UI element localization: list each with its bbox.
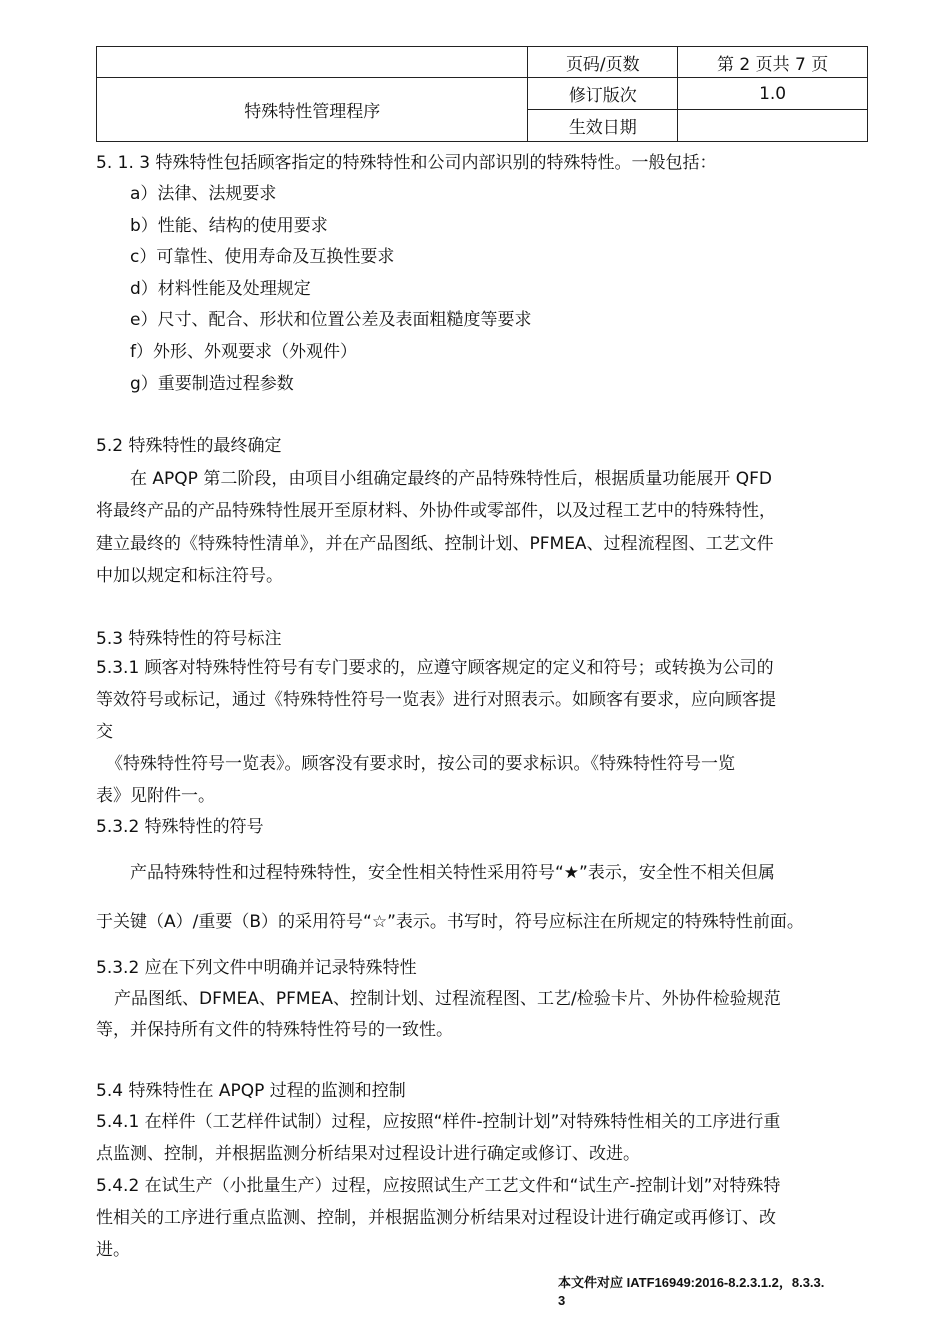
paragraph-line: 5.4.1 在样件（工艺样件试制）过程，应按照“样件-控制计划”对特殊特性相关的工序进行重 (96, 1112, 781, 1132)
effective-date-value (678, 110, 868, 142)
paragraph-line: 中加以规定和标注符号。 (96, 566, 283, 586)
page-value: 第 2 页共 7 页 (678, 47, 868, 78)
paragraph-line: 建立最终的《特殊特性清单》，并在产品图纸、控制计划、PFMEA、过程流程图、工艺文件 (96, 534, 774, 554)
header-table (96, 46, 868, 142)
paragraph-line: 等效符号或标记，通过《特殊特性符号一览表》进行对照表示。如顾客有要求，应向顾客提 (96, 690, 776, 710)
document-title: 特殊特性管理程序 (97, 78, 528, 142)
list-item-f: f）外形、外观要求（外观件） (130, 342, 357, 362)
page-label: 页码/页数 (528, 47, 678, 78)
header-blank-cell (97, 47, 528, 78)
paragraph-line: 产品图纸、DFMEA、PFMEA、控制计划、过程流程图、工艺/检验卡片、外协件检验规范 (114, 989, 781, 1009)
list-item-g: g）重要制造过程参数 (130, 374, 294, 394)
section-5-1-3: 5. 1. 3 特殊特性包括顾客指定的特殊特性和公司内部识别的特殊特性。一般包括： (96, 153, 717, 173)
revision-label: 修订版次 (528, 78, 678, 110)
list-item-d: d）材料性能及处理规定 (130, 279, 311, 299)
section-heading-5-4: 5.4 特殊特性在 APQP 过程的监测和控制 (96, 1081, 406, 1101)
section-heading-5-3: 5.3 特殊特性的符号标注 (96, 629, 282, 649)
list-item-a: a）法律、法规要求 (130, 184, 277, 204)
paragraph-line: 将最终产品的产品特殊特性展开至原材料、外协件或零部件，以及过程工艺中的特殊特性， (96, 501, 776, 521)
paragraph-line: 5.3.1 顾客对特殊特性符号有专门要求的，应遵守顾客规定的定义和符号；或转换为公司的 (96, 658, 774, 678)
list-item-e: e）尺寸、配合、形状和位置公差及表面粗糙度等要求 (130, 310, 532, 330)
paragraph-line: 性相关的工序进行重点监测、控制，并根据监测分析结果对过程设计进行确定或再修订、改 (96, 1208, 776, 1228)
paragraph-line: 等，并保持所有文件的特殊特性符号的一致性。 (96, 1020, 453, 1040)
paragraph-line: 表》见附件一。 (96, 786, 215, 806)
revision-value: 1.0 (678, 78, 868, 110)
footer-line-1: 本文件对应 IATF16949:2016-8.2.3.1.2，8.3.3. (558, 1275, 825, 1290)
section-heading-5-3-2-docs: 5.3.2 应在下列文件中明确并记录特殊特性 (96, 958, 417, 978)
section-heading-5-2: 5.2 特殊特性的最终确定 (96, 436, 282, 456)
footer-line-2: 3 (558, 1293, 566, 1308)
effective-date-label: 生效日期 (528, 110, 678, 142)
list-item-c: c）可靠性、使用寿命及互换性要求 (130, 247, 395, 267)
paragraph-line: 在 APQP 第二阶段，由项目小组确定最终的产品特殊特性后，根据质量功能展开 QFD (130, 469, 772, 489)
paragraph-line: 点监测、控制，并根据监测分析结果对过程设计进行确定或修订、改进。 (96, 1144, 640, 1164)
paragraph-line: 产品特殊特性和过程特殊特性，安全性相关特性采用符号“★”表示，安全性不相关但属 (130, 863, 775, 883)
section-heading-5-3-2: 5.3.2 特殊特性的符号 (96, 817, 264, 837)
paragraph-line: 5.4.2 在试生产（小批量生产）过程，应按照试生产工艺文件和“试生产-控制计划”对特殊特 (96, 1176, 781, 1196)
paragraph-line: 进。 (96, 1240, 130, 1260)
paragraph-line: 《特殊特性符号一览表》。顾客没有要求时，按公司的要求标识。《特殊特性符号一览 (106, 754, 735, 774)
paragraph-line: 于关键（A）/重要（B）的采用符号“☆”表示。书写时，符号应标注在所规定的特殊特性前面。 (96, 912, 804, 932)
paragraph-line: 交 (96, 722, 113, 742)
list-item-b: b）性能、结构的使用要求 (130, 216, 328, 236)
footer-note (558, 1274, 878, 1310)
